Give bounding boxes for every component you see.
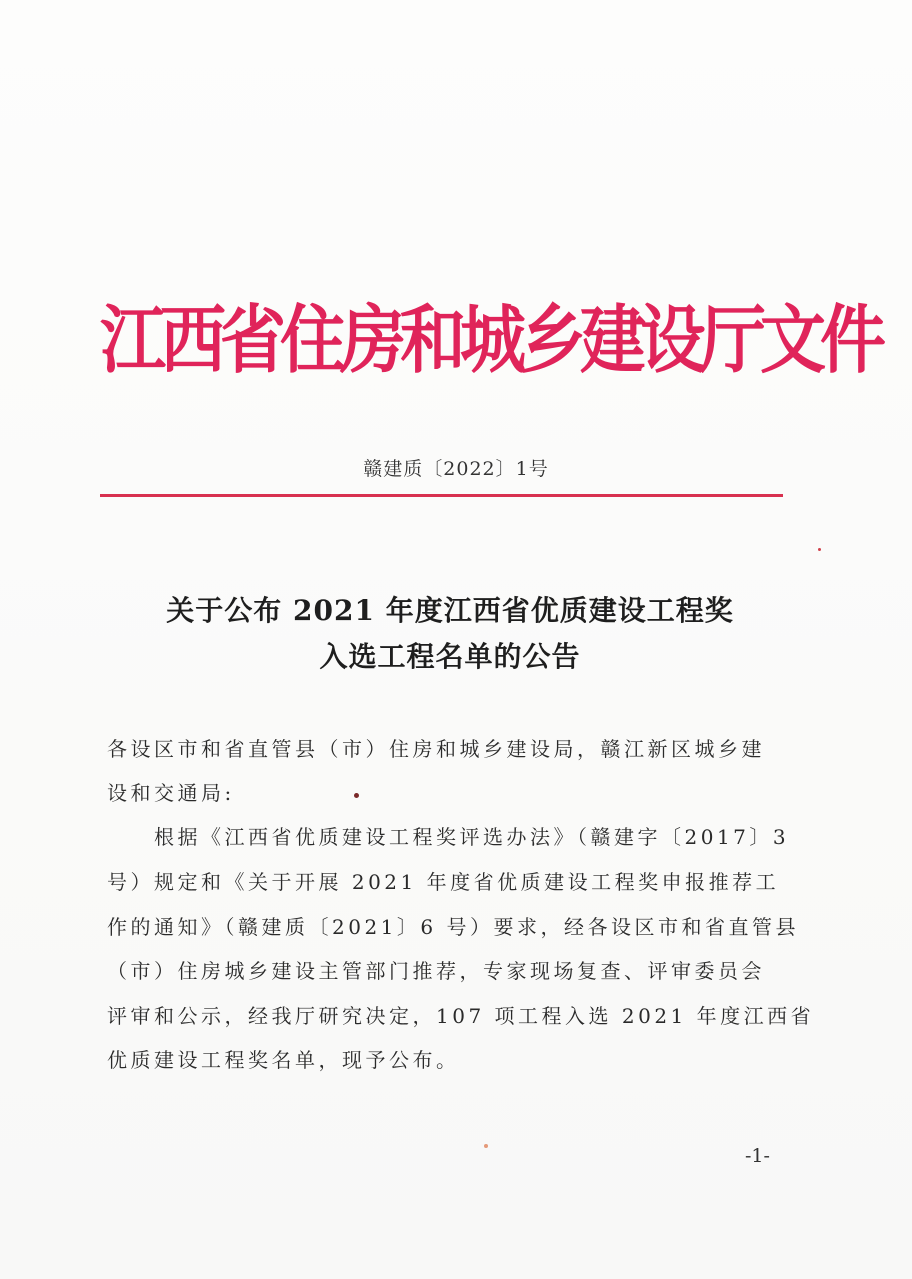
- body-line: 优质建设工程奖名单，现予公布。: [107, 1048, 460, 1072]
- body-line: 根据《江西省优质建设工程奖评选办法》（赣建字〔2017〕3: [107, 825, 790, 849]
- body-line: 各设区市和省直管县（市）住房和城乡建设局，赣江新区城乡建: [107, 737, 765, 761]
- body-line: 作的通知》（赣建质〔2021〕6 号）要求，经各设区市和省直管县: [107, 915, 799, 939]
- body-line: 设和交通局:: [107, 781, 235, 805]
- org-header: 江西省住房和城乡建设厅文件: [100, 297, 880, 384]
- doc-number: 赣建质〔2022〕1号: [363, 458, 549, 480]
- ink-speck: [354, 793, 359, 798]
- ink-speck: [484, 1144, 488, 1148]
- page-number: -1-: [745, 1145, 770, 1167]
- red-divider-rule: [100, 494, 783, 497]
- body-line: 评审和公示，经我厅研究决定，107 项工程入选 2021 年度江西省: [107, 1004, 815, 1028]
- title-line-2: 入选工程名单的公告: [319, 640, 581, 673]
- body-line: 号）规定和《关于开展 2021 年度省优质建设工程奖申报推荐工: [107, 870, 780, 894]
- body-line: （市）住房城乡建设主管部门推荐，专家现场复查、评审委员会: [107, 959, 765, 983]
- ink-speck: [818, 548, 821, 551]
- title-line-1: 关于公布 2021 年度江西省优质建设工程奖: [166, 594, 734, 627]
